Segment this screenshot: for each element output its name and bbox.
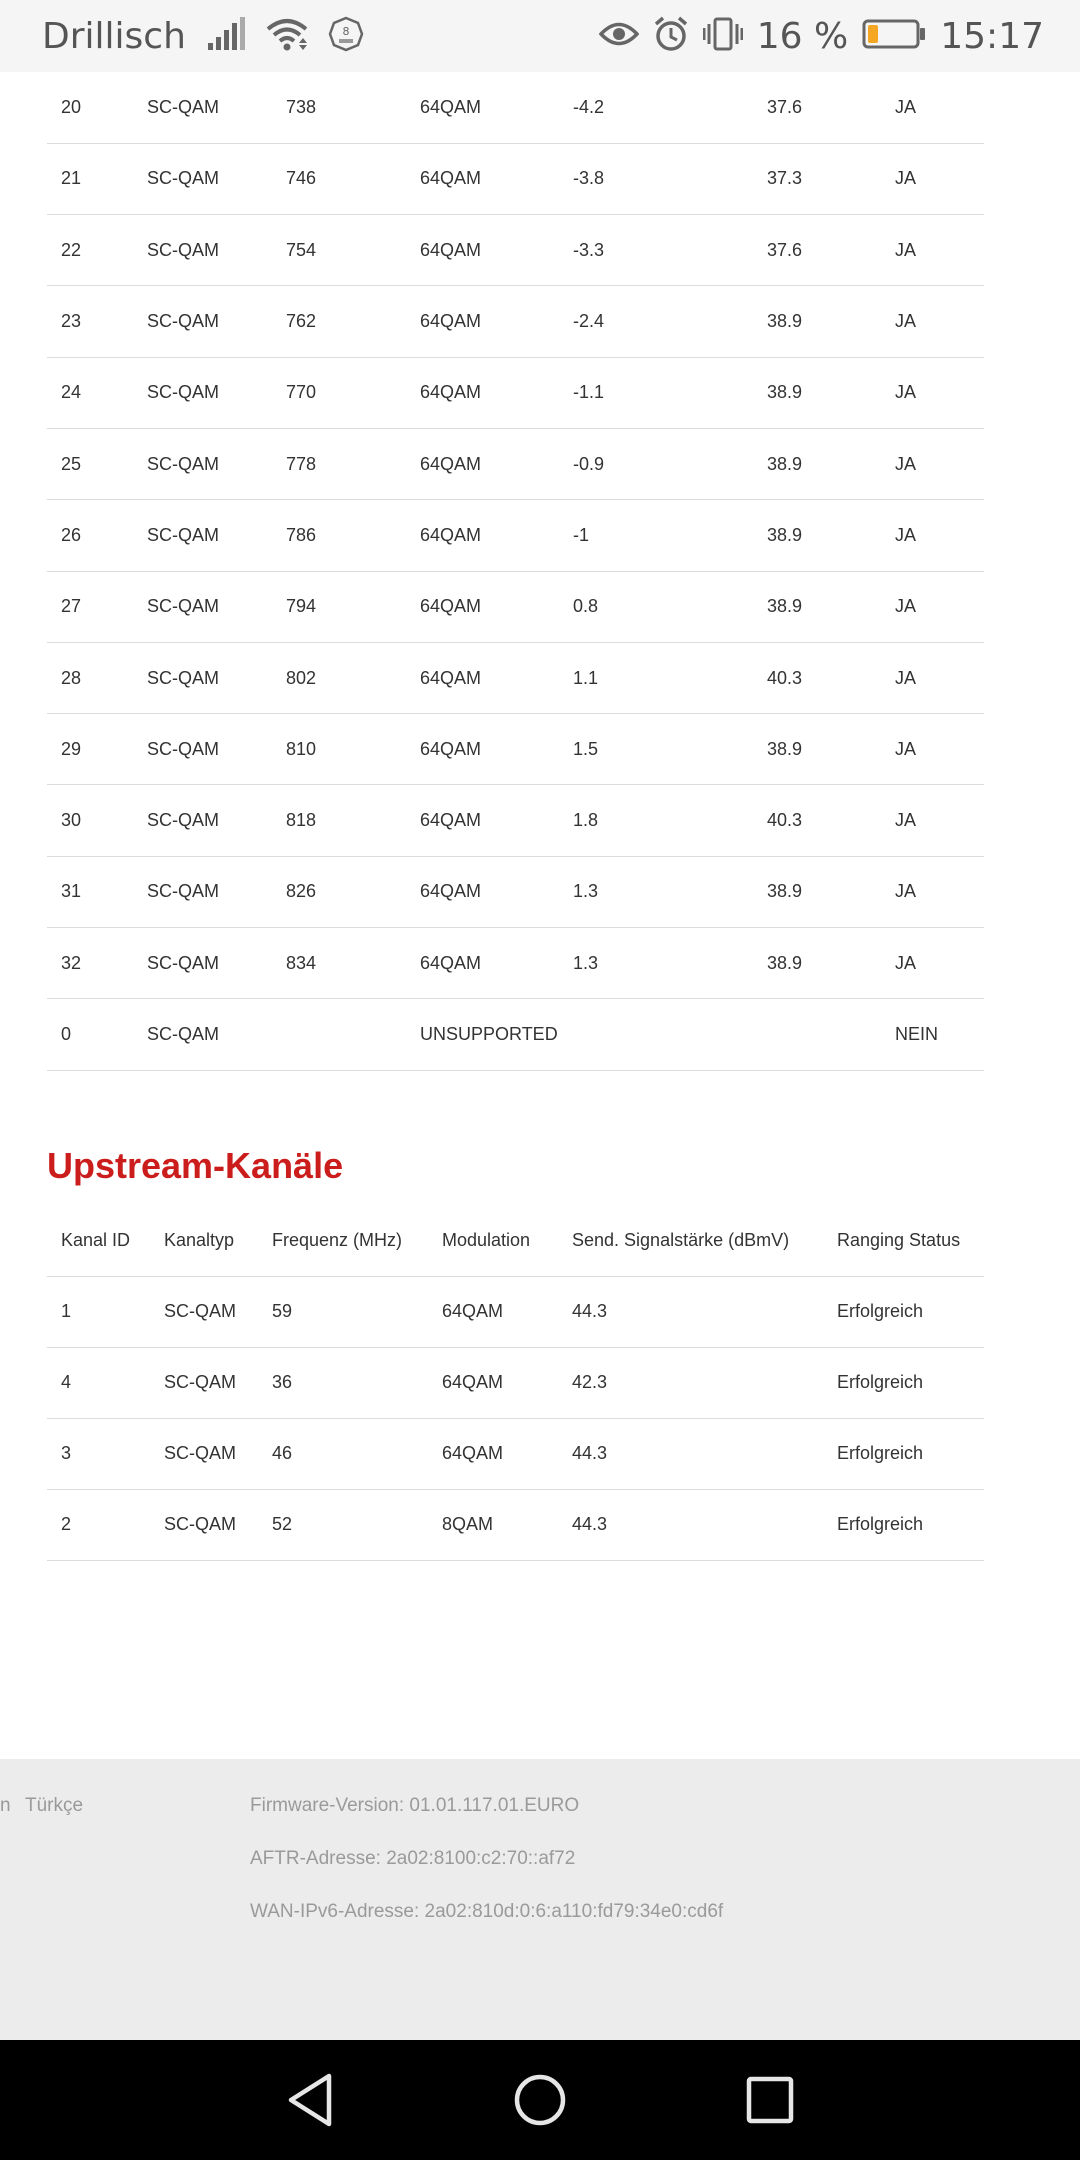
- downstream-table-body: [47, 72, 984, 1070]
- cell-kanal-id: 26: [47, 500, 133, 571]
- cell-snr: 37.6: [753, 215, 881, 286]
- clock: 15:17: [940, 15, 1044, 57]
- cell-modulation: 64QAM: [406, 785, 559, 856]
- cell-lock-status: JA: [881, 856, 984, 927]
- cell-kanaltyp: SC-QAM: [133, 286, 272, 357]
- cell-kanal-id: 28: [47, 642, 133, 713]
- cell-ranging-status: Erfolgreich: [823, 1276, 984, 1347]
- cell-kanal-id: 24: [47, 357, 133, 428]
- cell-modulation: 64QAM: [406, 500, 559, 571]
- cell-snr: 38.9: [753, 286, 881, 357]
- language-link-turkish[interactable]: Türkçe: [25, 1795, 84, 1816]
- cell-empfangspegel: -4.2: [559, 72, 753, 143]
- cell-kanal-id: 3: [47, 1418, 150, 1489]
- cell-lock-status: JA: [881, 785, 984, 856]
- upstream-section-title: Upstream-Kanäle: [47, 1145, 344, 1186]
- cell-kanal-id: 32: [47, 928, 133, 999]
- downstream-row: [47, 72, 984, 143]
- cell-lock-status: JA: [881, 928, 984, 999]
- cell-kanal-id: 4: [47, 1347, 150, 1418]
- cell-kanaltyp: SC-QAM: [133, 999, 272, 1070]
- wifi-icon: [266, 17, 308, 56]
- cell-snr: 38.9: [753, 357, 881, 428]
- cell-modulation: 64QAM: [406, 357, 559, 428]
- cell-modulation: 64QAM: [406, 72, 559, 143]
- cell-kanaltyp: SC-QAM: [133, 428, 272, 499]
- downstream-table: [47, 72, 984, 1071]
- cell-empfangspegel: 0.8: [559, 571, 753, 642]
- header-ranging-status: Ranging Status: [823, 1206, 984, 1276]
- downstream-row: [47, 143, 984, 214]
- cell-snr: 38.9: [753, 571, 881, 642]
- cell-kanaltyp: SC-QAM: [150, 1418, 258, 1489]
- aftr-address: AFTR-Adresse: 2a02:8100:c2:70::af72: [250, 1848, 576, 1869]
- wan-ipv6-address: WAN-IPv6-Adresse: 2a02:810d:0:6:a110:fd79:34e0:cd6f: [250, 1901, 724, 1922]
- cell-lock-status: JA: [881, 571, 984, 642]
- cell-kanal-id: 23: [47, 286, 133, 357]
- cell-lock-status: JA: [881, 642, 984, 713]
- alarm-icon: [653, 16, 689, 57]
- upstream-table: [47, 1206, 984, 1561]
- cell-kanaltyp: SC-QAM: [133, 215, 272, 286]
- downstream-row: [47, 714, 984, 785]
- cell-empfangspegel: -0.9: [559, 428, 753, 499]
- cell-signalstaerke: 44.3: [558, 1418, 823, 1489]
- cell-empfangspegel: -1: [559, 500, 753, 571]
- cell-modulation: 64QAM: [428, 1347, 558, 1418]
- cell-signalstaerke: 44.3: [558, 1489, 823, 1560]
- cell-kanaltyp: SC-QAM: [133, 714, 272, 785]
- carrier-name: Drillisch: [42, 15, 186, 57]
- status-bar: [0, 0, 1080, 72]
- downstream-row: [47, 642, 984, 713]
- cell-empfangspegel: 1.8: [559, 785, 753, 856]
- downstream-row: [47, 357, 984, 428]
- downstream-table-container: [47, 72, 984, 1071]
- downstream-row: [47, 215, 984, 286]
- downstream-row: [47, 785, 984, 856]
- cell-frequenz: 786: [272, 500, 406, 571]
- cell-empfangspegel: [559, 999, 753, 1070]
- cell-frequenz: 46: [258, 1418, 428, 1489]
- cell-snr: 37.3: [753, 143, 881, 214]
- cell-kanal-id: 0: [47, 999, 133, 1070]
- cell-kanal-id: 20: [47, 72, 133, 143]
- cell-ranging-status: Erfolgreich: [823, 1347, 984, 1418]
- cell-modulation: 64QAM: [406, 143, 559, 214]
- cell-snr: 38.9: [753, 500, 881, 571]
- upstream-row: [47, 1418, 984, 1489]
- cell-modulation: UNSUPPORTED: [406, 999, 559, 1070]
- cell-kanal-id: 22: [47, 215, 133, 286]
- notification-badge-icon: [328, 16, 364, 57]
- cell-modulation: 64QAM: [428, 1276, 558, 1347]
- cell-snr: 38.9: [753, 428, 881, 499]
- cell-modulation: 64QAM: [406, 215, 559, 286]
- header-signalstaerke: Send. Signalstärke (dBmV): [558, 1206, 823, 1276]
- cell-empfangspegel: -3.3: [559, 215, 753, 286]
- cell-empfangspegel: -3.8: [559, 143, 753, 214]
- battery-percent: 16 %: [756, 15, 849, 57]
- footer: [0, 1759, 1080, 2040]
- cell-kanaltyp: SC-QAM: [150, 1276, 258, 1347]
- cell-frequenz: 738: [272, 72, 406, 143]
- cell-kanal-id: 30: [47, 785, 133, 856]
- cell-kanaltyp: SC-QAM: [133, 143, 272, 214]
- cell-modulation: 64QAM: [406, 571, 559, 642]
- cell-snr: 40.3: [753, 785, 881, 856]
- header-frequenz: Frequenz (MHz): [258, 1206, 428, 1276]
- cell-modulation: 8QAM: [428, 1489, 558, 1560]
- cell-frequenz: 810: [272, 714, 406, 785]
- cell-modulation: 64QAM: [406, 928, 559, 999]
- eye-comfort-icon: [599, 19, 639, 54]
- downstream-row: [47, 286, 984, 357]
- downstream-row: [47, 928, 984, 999]
- vibrate-icon: [703, 16, 743, 57]
- firmware-version: Firmware-Version: 01.01.117.01.EURO: [250, 1795, 580, 1816]
- cell-modulation: 64QAM: [406, 642, 559, 713]
- cell-empfangspegel: -1.1: [559, 357, 753, 428]
- cell-lock-status: JA: [881, 72, 984, 143]
- upstream-table-body: [47, 1276, 984, 1560]
- upstream-row: [47, 1347, 984, 1418]
- cell-empfangspegel: 1.5: [559, 714, 753, 785]
- cell-snr: 38.9: [753, 928, 881, 999]
- signal-icon: [206, 17, 246, 56]
- badge-text: 8: [342, 24, 350, 38]
- cell-kanal-id: 31: [47, 856, 133, 927]
- cell-modulation: 64QAM: [406, 714, 559, 785]
- cell-kanaltyp: SC-QAM: [133, 642, 272, 713]
- cell-kanaltyp: SC-QAM: [150, 1347, 258, 1418]
- downstream-row: [47, 571, 984, 642]
- cell-frequenz: 762: [272, 286, 406, 357]
- upstream-header-row: [47, 1206, 984, 1276]
- cell-frequenz: 59: [258, 1276, 428, 1347]
- cell-empfangspegel: 1.3: [559, 856, 753, 927]
- downstream-row: [47, 856, 984, 927]
- cell-kanal-id: 27: [47, 571, 133, 642]
- home-icon: [513, 2073, 567, 2127]
- cell-lock-status: JA: [881, 428, 984, 499]
- cell-lock-status: JA: [881, 714, 984, 785]
- cell-lock-status: JA: [881, 143, 984, 214]
- cell-lock-status: JA: [881, 286, 984, 357]
- downstream-row: [47, 999, 984, 1070]
- back-button[interactable]: [270, 2060, 350, 2140]
- downstream-row: [47, 428, 984, 499]
- back-icon: [285, 2072, 335, 2128]
- cell-empfangspegel: 1.1: [559, 642, 753, 713]
- cell-frequenz: 754: [272, 215, 406, 286]
- cell-frequenz: 834: [272, 928, 406, 999]
- cell-signalstaerke: 42.3: [558, 1347, 823, 1418]
- recents-icon: [745, 2075, 795, 2125]
- cell-frequenz: 826: [272, 856, 406, 927]
- cell-kanaltyp: SC-QAM: [133, 72, 272, 143]
- cell-kanal-id: 21: [47, 143, 133, 214]
- cell-snr: [753, 999, 881, 1070]
- cell-kanal-id: 29: [47, 714, 133, 785]
- cell-kanaltyp: SC-QAM: [133, 856, 272, 927]
- cell-kanaltyp: SC-QAM: [150, 1489, 258, 1560]
- cell-frequenz: 36: [258, 1347, 428, 1418]
- language-link-partial[interactable]: n: [0, 1795, 11, 1816]
- header-kanaltyp: Kanaltyp: [150, 1206, 258, 1276]
- cell-signalstaerke: 44.3: [558, 1276, 823, 1347]
- cell-kanaltyp: SC-QAM: [133, 357, 272, 428]
- cell-frequenz: 770: [272, 357, 406, 428]
- cell-lock-status: NEIN: [881, 999, 984, 1070]
- cell-kanaltyp: SC-QAM: [133, 571, 272, 642]
- cell-frequenz: [272, 999, 406, 1070]
- header-modulation: Modulation: [428, 1206, 558, 1276]
- cell-kanaltyp: SC-QAM: [133, 500, 272, 571]
- cell-kanal-id: 1: [47, 1276, 150, 1347]
- cell-lock-status: JA: [881, 500, 984, 571]
- cell-kanaltyp: SC-QAM: [133, 785, 272, 856]
- cell-kanal-id: 2: [47, 1489, 150, 1560]
- cell-modulation: 64QAM: [406, 286, 559, 357]
- battery-icon: [862, 18, 926, 55]
- upstream-row: [47, 1489, 984, 1560]
- cell-empfangspegel: -2.4: [559, 286, 753, 357]
- cell-kanaltyp: SC-QAM: [133, 928, 272, 999]
- upstream-table-container: [47, 1206, 984, 1561]
- cell-modulation: 64QAM: [406, 428, 559, 499]
- cell-frequenz: 52: [258, 1489, 428, 1560]
- cell-frequenz: 746: [272, 143, 406, 214]
- cell-lock-status: JA: [881, 357, 984, 428]
- cell-frequenz: 778: [272, 428, 406, 499]
- cell-empfangspegel: 1.3: [559, 928, 753, 999]
- cell-frequenz: 794: [272, 571, 406, 642]
- cell-snr: 40.3: [753, 642, 881, 713]
- home-button[interactable]: [500, 2060, 580, 2140]
- header-kanal-id: Kanal ID: [47, 1206, 150, 1276]
- cell-lock-status: JA: [881, 215, 984, 286]
- cell-modulation: 64QAM: [428, 1418, 558, 1489]
- cell-snr: 38.9: [753, 714, 881, 785]
- cell-frequenz: 802: [272, 642, 406, 713]
- upstream-row: [47, 1276, 984, 1347]
- cell-ranging-status: Erfolgreich: [823, 1489, 984, 1560]
- cell-snr: 37.6: [753, 72, 881, 143]
- cell-kanal-id: 25: [47, 428, 133, 499]
- cell-snr: 38.9: [753, 856, 881, 927]
- navigation-bar: [0, 2040, 1080, 2160]
- cell-modulation: 64QAM: [406, 856, 559, 927]
- recents-button[interactable]: [730, 2060, 810, 2140]
- cell-ranging-status: Erfolgreich: [823, 1418, 984, 1489]
- downstream-row: [47, 500, 984, 571]
- cell-frequenz: 818: [272, 785, 406, 856]
